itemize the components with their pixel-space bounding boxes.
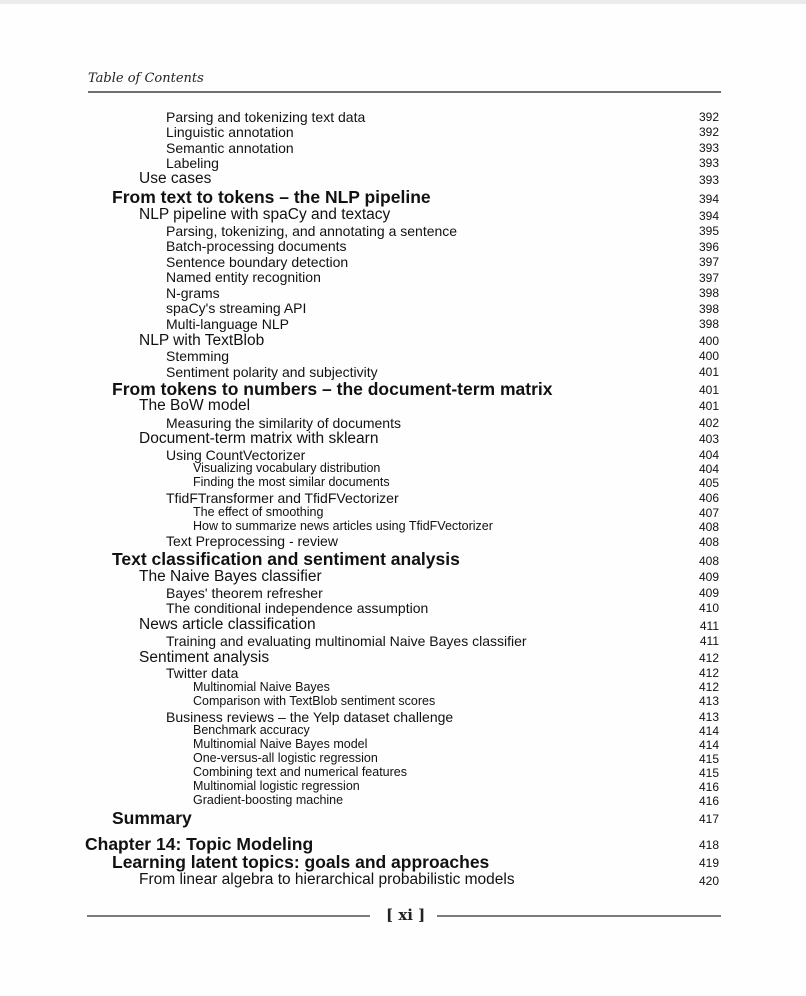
toc-entry-title[interactable]: Multinomial Naive Bayes [193, 680, 330, 694]
toc-entry-title[interactable]: The Naive Bayes classifier [139, 568, 322, 585]
toc-entry-page[interactable]: 414 [698, 724, 719, 738]
toc-entry-title[interactable]: Multinomial logistic regression [193, 779, 360, 793]
footer-rule-right [437, 915, 721, 917]
toc-entry-page[interactable]: 398 [698, 302, 719, 316]
toc-entry-title[interactable]: Linguistic annotation [166, 124, 294, 140]
toc-entry-title[interactable]: Comparison with TextBlob sentiment scores [193, 694, 436, 708]
toc-entry-page[interactable]: 410 [698, 601, 719, 615]
toc-entry-page[interactable]: 396 [698, 240, 719, 254]
toc-entry-title[interactable]: Named entity recognition [166, 269, 321, 285]
toc-entry-title[interactable]: Text classification and sentiment analysis [112, 549, 460, 569]
toc-entry-page[interactable]: 400 [698, 334, 719, 348]
toc-entry-page[interactable]: 415 [698, 766, 719, 780]
toc-entry-title[interactable]: News article classification [139, 616, 316, 633]
toc-entry-page[interactable]: 420 [698, 874, 719, 888]
toc-entry-title[interactable]: Multi-language NLP [166, 316, 289, 332]
toc-entry-page[interactable]: 400 [698, 349, 719, 363]
toc-entry-title[interactable]: Parsing and tokenizing text data [166, 109, 366, 125]
toc-entry-title[interactable]: Gradient-boosting machine [193, 793, 344, 807]
toc-entry-page[interactable]: 416 [698, 794, 719, 808]
toc-entry-page[interactable]: 397 [698, 271, 719, 285]
running-head: Table of Contents [88, 71, 204, 86]
toc-entry-page[interactable]: 394 [698, 209, 719, 223]
toc-entry-title[interactable]: Sentiment analysis [139, 649, 270, 666]
toc-entry-title[interactable]: The conditional independence assumption [166, 600, 429, 616]
page-number: [ xi ] [386, 906, 426, 924]
toc-entry-page[interactable]: 413 [698, 694, 719, 708]
toc-entry-title[interactable]: Batch-processing documents [166, 238, 347, 254]
toc-entry-title[interactable]: From text to tokens – the NLP pipeline [112, 187, 431, 207]
toc-entry-title[interactable]: Stemming [166, 348, 230, 364]
toc-entry-title[interactable]: Using CountVectorizer [166, 447, 306, 463]
toc-entry-title[interactable]: The effect of smoothing [193, 505, 324, 519]
toc-entry-page[interactable]: 407 [698, 506, 719, 520]
toc-entry-page[interactable]: 394 [698, 192, 719, 206]
toc-entry-title[interactable]: Semantic annotation [166, 140, 294, 156]
toc-entry-page[interactable]: 408 [698, 520, 719, 534]
toc-entry-page[interactable]: 401 [698, 365, 719, 379]
toc-entry-page[interactable]: 397 [698, 255, 719, 269]
toc-entry-title[interactable]: Twitter data [166, 665, 239, 681]
toc-entry-title[interactable]: Training and evaluating multinomial Naive Bayes classifier [166, 633, 527, 649]
toc-entry-page[interactable]: 416 [698, 780, 719, 794]
toc-entry-title[interactable]: NLP pipeline with spaCy and textacy [139, 206, 391, 223]
toc-entry-page[interactable]: 417 [698, 812, 719, 826]
toc-entry-title[interactable]: Bayes' theorem refresher [166, 585, 323, 601]
toc-entry-page[interactable]: 412 [698, 651, 719, 665]
toc-entry-title[interactable]: Multinomial Naive Bayes model [193, 737, 368, 751]
toc-entry-page[interactable]: 413 [698, 710, 719, 724]
toc-entry-page[interactable]: 408 [698, 554, 719, 568]
toc-entry-page[interactable]: 418 [698, 838, 719, 852]
toc-entry-page[interactable]: 404 [698, 462, 719, 476]
toc-entry-title[interactable]: Parsing, tokenizing, and annotating a sentence [166, 223, 458, 239]
toc-entry-title[interactable]: Text Preprocessing - review [166, 533, 338, 549]
toc-entry-title[interactable]: Use cases [139, 170, 212, 187]
toc-entry-page[interactable]: 402 [698, 416, 719, 430]
toc-entry-page[interactable]: 414 [698, 738, 719, 752]
toc-entry-page[interactable]: 419 [698, 856, 719, 870]
toc-entry-page[interactable]: 408 [698, 535, 719, 549]
toc-entry-page[interactable]: 398 [698, 317, 719, 331]
toc-entry-page[interactable]: 403 [698, 432, 719, 446]
toc-entry-title[interactable]: N-grams [166, 285, 220, 301]
toc-entry-title[interactable]: Chapter 14: Topic Modeling [85, 834, 314, 854]
toc-entry-title[interactable]: Labeling [166, 155, 219, 171]
toc-entry-page[interactable]: 401 [698, 399, 719, 413]
toc-entry-page[interactable]: 405 [698, 476, 719, 490]
toc-entry-title[interactable]: Learning latent topics: goals and approaches [112, 852, 490, 872]
toc-entry-title[interactable]: Business reviews – the Yelp dataset challenge [166, 709, 454, 725]
toc-entry-page[interactable]: 409 [698, 570, 719, 584]
toc-entry-page[interactable]: 409 [698, 586, 719, 600]
toc-entry-page[interactable]: 406 [698, 491, 719, 505]
toc-entry-title[interactable]: One-versus-all logistic regression [193, 751, 378, 765]
toc-entry-title[interactable]: Benchmark accuracy [193, 723, 310, 737]
toc-entry-page[interactable]: 392 [698, 110, 719, 124]
toc-entry-title[interactable]: From linear algebra to hierarchical probabilistic models [139, 871, 515, 888]
toc-entry-title[interactable]: spaCy's streaming API [166, 300, 307, 316]
header-rule [88, 91, 721, 93]
toc-entry-page[interactable]: 412 [698, 680, 719, 694]
toc-entry-title[interactable]: The BoW model [139, 397, 251, 414]
toc-entry-title[interactable]: Sentence boundary detection [166, 254, 349, 270]
toc-entry-page[interactable]: 415 [698, 752, 719, 766]
toc-entry-title[interactable]: From tokens to numbers – the document-term matrix [112, 379, 553, 399]
toc-entry-page[interactable]: 393 [698, 156, 719, 170]
toc-entry-page[interactable]: 412 [698, 666, 719, 680]
toc-entry-title[interactable]: Measuring the similarity of documents [166, 415, 401, 431]
toc-entry-page[interactable]: 411 [699, 619, 719, 633]
toc-entry-page[interactable]: 393 [698, 141, 719, 155]
toc-entry-title[interactable]: How to summarize news articles using TfidFVectorizer [193, 519, 493, 533]
toc-entry-page[interactable]: 404 [698, 448, 719, 462]
toc-entry-page[interactable]: 398 [698, 286, 719, 300]
toc-entry-page[interactable]: 392 [698, 125, 719, 139]
toc-entry-title[interactable]: TfidFTransformer and TfidFVectorizer [166, 490, 399, 506]
toc-entry-title[interactable]: Combining text and numerical features [193, 765, 408, 779]
toc-entry-page[interactable]: 411 [699, 634, 719, 648]
viewer-top-band [0, 0, 806, 4]
footer-rule-left [87, 915, 370, 917]
toc-entry-page[interactable]: 401 [698, 383, 719, 397]
toc-entry-page[interactable]: 393 [698, 173, 719, 187]
toc-entry-title[interactable]: Summary [112, 808, 192, 828]
toc-entry-title[interactable]: NLP with TextBlob [139, 332, 265, 349]
toc-entry-title[interactable]: Visualizing vocabulary distribution [193, 461, 381, 475]
toc-entry-page[interactable]: 395 [698, 224, 719, 238]
toc-entry-title[interactable]: Document-term matrix with sklearn [139, 430, 379, 447]
toc-entry-title[interactable]: Sentiment polarity and subjectivity [166, 364, 378, 380]
toc-entry-title[interactable]: Finding the most similar documents [193, 475, 390, 489]
